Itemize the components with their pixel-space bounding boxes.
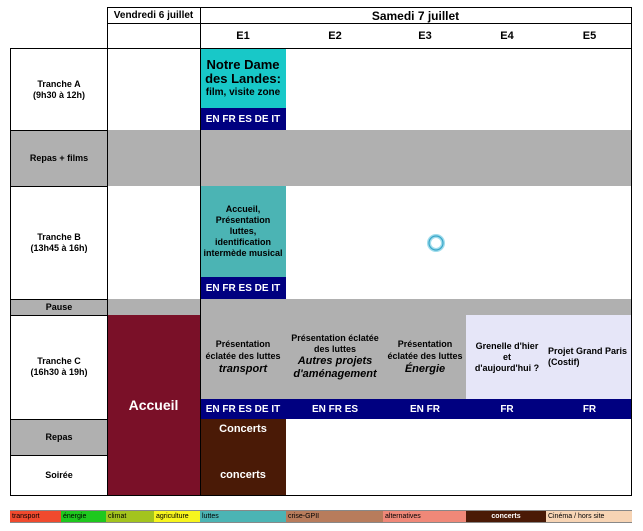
friday-accueil-block: Accueil [107, 315, 200, 495]
legend-item-luttes: luttes [200, 511, 286, 522]
column-header-e4: E4 [500, 30, 514, 42]
row-label-tranche-b: Tranche B (13h45 à 16h) [30, 231, 88, 253]
session-concerts [200, 419, 286, 495]
concerts-label-lower: concerts [220, 469, 266, 481]
grid-line [10, 48, 632, 49]
grid-line [107, 23, 632, 24]
column-header-e5: E5 [582, 30, 597, 42]
loading-spinner-icon [426, 233, 446, 253]
session-notre-dame-des-landes: Notre Dame des Landes: film, visite zone [200, 49, 286, 108]
row-label-repas-films: Repas + films [29, 153, 89, 163]
legend-item-concerts: concerts [466, 511, 546, 522]
language-bar: EN FR ES DE IT [200, 277, 286, 299]
language-bar: EN FR ES [311, 403, 359, 415]
grid-line [10, 48, 11, 496]
grid-line [10, 455, 107, 456]
row-label-tranche-c: Tranche C (16h30 à 19h) [30, 356, 88, 377]
language-bar: EN FR ES DE IT [205, 403, 281, 415]
session-autres-projets: Présentation éclatée des luttes Autres projets d'aménagement [291, 333, 379, 380]
grid-line [10, 495, 632, 496]
language-bar: FR [582, 403, 597, 415]
grid-line [631, 7, 632, 496]
legend-item-energie: énergie [61, 511, 106, 522]
concerts-label-upper: Concerts [219, 423, 267, 435]
legend-item-alternatives: alternatives [383, 511, 466, 522]
column-header-e3: E3 [418, 30, 432, 42]
grid-line [10, 299, 107, 300]
header-friday: Vendredi 6 juillet [113, 10, 194, 21]
grid-line [10, 186, 107, 187]
language-bar: EN FR [410, 403, 440, 415]
legend-item-transport: transport [10, 511, 61, 522]
row-label-tranche-a: Tranche A (9h30 à 12h) [32, 78, 86, 100]
session-accueil-presentation: Accueil, Présentation luttes, identification intermède musical [200, 186, 286, 277]
row-label-soiree: Soirée [45, 470, 73, 480]
grid-line [107, 7, 108, 496]
grid-line [10, 130, 107, 131]
grid-line [107, 7, 632, 8]
row-label-pause: Pause [45, 302, 73, 312]
column-header-e2: E2 [328, 30, 342, 42]
grid-line [10, 315, 107, 316]
language-bar: EN FR ES DE IT [200, 108, 286, 130]
session-grand-paris: Projet Grand Paris (Costif) [548, 346, 628, 367]
language-bar: FR [500, 403, 514, 415]
language-bar-tranche-c [200, 399, 631, 419]
session-grenelle: Grenelle d'hier et d'aujourd'hui ? [474, 340, 540, 373]
legend-item-cinema: Cinéma / hors site [546, 511, 632, 522]
legend-item-climat: climat [106, 511, 154, 522]
column-header-e1: E1 [236, 30, 250, 42]
header-saturday: Samedi 7 juillet [371, 8, 460, 23]
grid-line [200, 7, 201, 496]
session-energie: Présentation éclatée des luttes Énergie [387, 339, 463, 375]
grid-line [10, 419, 107, 420]
row-label-repas: Repas [45, 432, 73, 442]
session-transport: Présentation éclatée des luttes transport [205, 339, 281, 375]
legend-item-agriculture: agriculture [154, 511, 200, 522]
legend-item-crise-gpii: crise-GPII [286, 511, 383, 522]
